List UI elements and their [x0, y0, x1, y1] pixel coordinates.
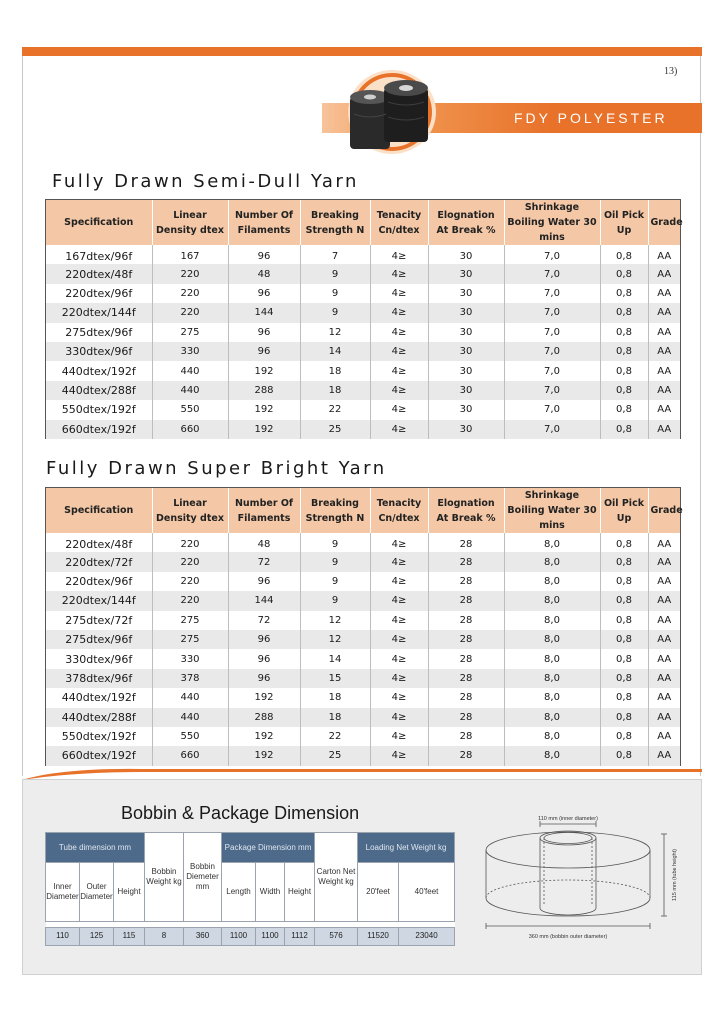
- col-header: Tenacity Cn/dtex: [370, 200, 428, 245]
- value-cell: AA: [648, 552, 680, 571]
- value-cell: 7,0: [504, 420, 600, 439]
- value-cell: 28: [428, 727, 504, 746]
- table-row: [46, 611, 680, 630]
- value-cell: 18: [300, 708, 370, 727]
- table-row: [46, 323, 680, 342]
- spec-cell: 220dtex/48f: [46, 264, 152, 283]
- value-cell: AA: [648, 669, 680, 688]
- value-cell: 9: [300, 552, 370, 571]
- super-bright-title: Fully Drawn Super Bright Yarn: [46, 458, 387, 479]
- value-cell: 288: [228, 381, 300, 400]
- spec-cell: 220dtex/144f: [46, 303, 152, 322]
- spec-cell: 440dtex/288f: [46, 708, 152, 727]
- value-cell: 144: [228, 591, 300, 610]
- value-cell: 0,8: [600, 400, 648, 419]
- value-cell: 30: [428, 400, 504, 419]
- value-cell: 440: [152, 361, 228, 380]
- value-cell: 0,8: [600, 727, 648, 746]
- value-cell: 4≥: [370, 361, 428, 380]
- value-cell: 30: [428, 361, 504, 380]
- value-cell: 192: [228, 420, 300, 439]
- value-cell: AA: [648, 264, 680, 283]
- value-cell: 0,8: [600, 591, 648, 610]
- table-row: [46, 361, 680, 380]
- value-cell: 8,0: [504, 591, 600, 610]
- value-cell: 220: [152, 572, 228, 591]
- value-cell: 4≥: [370, 245, 428, 264]
- col-header: Linear Density dtex: [152, 200, 228, 245]
- value-cell: 192: [228, 727, 300, 746]
- value-cell: 0,8: [600, 284, 648, 303]
- value-cell: 330: [152, 649, 228, 668]
- bobbin-diameter-header: Bobbin Diemeter mm: [184, 833, 222, 922]
- table-row: [46, 284, 680, 303]
- value-cell: 11520: [358, 927, 399, 945]
- table-row: [46, 669, 680, 688]
- table-row: [46, 688, 680, 707]
- value-cell: 9: [300, 591, 370, 610]
- value-cell: 7,0: [504, 284, 600, 303]
- spec-cell: 275dtex/96f: [46, 630, 152, 649]
- col-header: Breaking Strength N: [300, 200, 370, 245]
- value-cell: 115: [114, 927, 145, 945]
- value-cell: AA: [648, 746, 680, 765]
- value-cell: 4≥: [370, 572, 428, 591]
- value-cell: 4≥: [370, 591, 428, 610]
- col-header: Elognation At Break %: [428, 488, 504, 533]
- feet40-header: 40'feet: [399, 863, 455, 922]
- value-cell: AA: [657, 287, 672, 299]
- value-cell: 0,8: [600, 533, 648, 552]
- super-bright-header: [46, 488, 683, 533]
- value-cell: 4≥: [370, 264, 428, 283]
- value-cell: AA: [657, 404, 672, 416]
- value-cell: AA: [648, 342, 680, 361]
- table-row: [46, 746, 680, 765]
- value-cell: 4≥: [370, 552, 428, 571]
- value-cell: 12: [300, 611, 370, 630]
- value-cell: 15: [300, 669, 370, 688]
- value-cell: 8,0: [504, 688, 600, 707]
- value-cell: 18: [300, 381, 370, 400]
- value-cell: 28: [428, 552, 504, 571]
- value-cell: 9: [300, 284, 370, 303]
- value-cell: 1100: [256, 927, 285, 945]
- value-cell: 14: [300, 649, 370, 668]
- value-cell: 288: [228, 708, 300, 727]
- value-cell: 72: [228, 552, 300, 571]
- value-cell: 8,0: [504, 669, 600, 688]
- value-cell: 25: [300, 746, 370, 765]
- spec-cell: 440dtex/192f: [46, 361, 152, 380]
- bobbin-title: Bobbin & Package Dimension: [121, 803, 360, 823]
- spec-cell: 378dtex/96f: [46, 669, 152, 688]
- package-dimension-header: Package Dimension mm: [222, 833, 315, 863]
- value-cell: 30: [428, 264, 504, 283]
- tube-height-label: 115 mm (tube height): [672, 849, 678, 901]
- col-header: Number Of Filaments: [228, 200, 300, 245]
- value-cell: AA: [657, 539, 672, 551]
- value-cell: AA: [657, 614, 672, 626]
- table-row: [46, 708, 680, 727]
- col-header: Grade: [648, 200, 680, 245]
- table-row: [46, 727, 680, 746]
- value-cell: 275: [152, 630, 228, 649]
- bottom-swoosh: [22, 766, 702, 780]
- bobbin-diagram: [478, 812, 690, 948]
- value-cell: 22: [300, 400, 370, 419]
- col-header: Shrinkage Boiling Water 30 mins: [504, 200, 600, 245]
- value-cell: 330: [152, 342, 228, 361]
- value-cell: 18: [300, 361, 370, 380]
- page-frame-right: [700, 56, 701, 776]
- value-cell: AA: [657, 251, 672, 263]
- col-header: Oil Pick Up: [600, 200, 648, 245]
- spec-cell: 440dtex/288f: [46, 381, 152, 400]
- value-cell: 30: [428, 284, 504, 303]
- table-row: [46, 303, 680, 322]
- col-header: Specification: [46, 200, 152, 245]
- value-cell: 110: [46, 927, 80, 945]
- feet20-header: 20'feet: [358, 863, 399, 922]
- spec-cell: 220dtex/96f: [46, 572, 152, 591]
- value-cell: 4≥: [370, 649, 428, 668]
- value-cell: 28: [428, 746, 504, 765]
- table-row: [46, 630, 680, 649]
- value-cell: 12: [300, 323, 370, 342]
- value-cell: AA: [648, 630, 680, 649]
- value-cell: 0,8: [600, 649, 648, 668]
- semi-dull-body: [46, 245, 680, 439]
- value-cell: 30: [428, 303, 504, 322]
- spec-cell: 330dtex/96f: [46, 342, 152, 361]
- value-cell: 0,8: [600, 245, 648, 264]
- value-cell: 96: [228, 284, 300, 303]
- value-cell: 167: [152, 245, 228, 264]
- spec-cell: 220dtex/72f: [46, 552, 152, 571]
- value-cell: 12: [300, 630, 370, 649]
- spec-cell: 275dtex/72f: [46, 611, 152, 630]
- spec-cell: 275dtex/96f: [46, 323, 152, 342]
- value-cell: 660: [152, 420, 228, 439]
- value-cell: 28: [428, 572, 504, 591]
- page-frame-left: [22, 56, 23, 776]
- value-cell: 14: [300, 342, 370, 361]
- table-row: [46, 400, 680, 419]
- value-cell: 8: [145, 927, 184, 945]
- value-cell: 9: [300, 572, 370, 591]
- value-cell: 28: [428, 649, 504, 668]
- spec-cell: 330dtex/96f: [46, 649, 152, 668]
- table-row: [46, 649, 680, 668]
- value-cell: 96: [228, 342, 300, 361]
- spec-cell: 167dtex/96f: [46, 245, 152, 264]
- value-cell: 125: [80, 927, 114, 945]
- value-cell: 4≥: [370, 533, 428, 552]
- value-cell: 7,0: [504, 303, 600, 322]
- value-cell: 96: [228, 669, 300, 688]
- outer-diameter-label: 360 mm (bobbin outer diameter): [528, 934, 608, 940]
- value-cell: 8,0: [504, 630, 600, 649]
- value-cell: 220: [152, 552, 228, 571]
- value-cell: 8,0: [504, 611, 600, 630]
- col-header: Number Of Filaments: [228, 488, 300, 533]
- value-cell: 192: [228, 746, 300, 765]
- value-cell: 4≥: [370, 708, 428, 727]
- spec-cell: 660dtex/192f: [46, 420, 152, 439]
- value-cell: 1100: [222, 927, 256, 945]
- value-cell: 30: [428, 323, 504, 342]
- value-cell: 275: [152, 611, 228, 630]
- value-cell: 220: [152, 284, 228, 303]
- spec-cell: 220dtex/144f: [46, 591, 152, 610]
- value-cell: AA: [657, 326, 672, 338]
- value-cell: 72: [228, 611, 300, 630]
- value-cell: 7: [300, 245, 370, 264]
- value-cell: 0,8: [600, 611, 648, 630]
- value-cell: 0,8: [600, 630, 648, 649]
- col-header: Tenacity Cn/dtex: [370, 488, 428, 533]
- package-height-header: Height: [285, 863, 315, 922]
- length-header: Length: [222, 863, 256, 922]
- inner-diameter-header: Inner Diameter: [46, 863, 80, 922]
- value-cell: AA: [648, 303, 680, 322]
- value-cell: 4≥: [370, 342, 428, 361]
- tube-dimension-header: Tube dimension mm: [46, 833, 145, 863]
- value-cell: AA: [648, 708, 680, 727]
- value-cell: 9: [300, 533, 370, 552]
- value-cell: 4≥: [370, 746, 428, 765]
- super-bright-table: [46, 488, 683, 766]
- value-cell: 660: [152, 746, 228, 765]
- value-cell: 220: [152, 303, 228, 322]
- value-cell: 8,0: [504, 649, 600, 668]
- table-row: [46, 381, 680, 400]
- value-cell: 96: [228, 572, 300, 591]
- value-cell: 576: [315, 927, 358, 945]
- value-cell: AA: [657, 575, 672, 587]
- col-header: Linear Density dtex: [152, 488, 228, 533]
- value-cell: AA: [657, 692, 672, 704]
- value-cell: 0,8: [600, 381, 648, 400]
- value-cell: 550: [152, 400, 228, 419]
- table-row: [46, 342, 680, 361]
- value-cell: 4≥: [370, 381, 428, 400]
- value-cell: 96: [228, 630, 300, 649]
- tube-height-header: Height: [114, 863, 145, 922]
- col-header: Grade: [648, 488, 680, 533]
- value-cell: 7,0: [504, 361, 600, 380]
- bobbin-table: [45, 832, 455, 946]
- banner-title: FDY POLYESTER: [514, 110, 668, 126]
- value-cell: 25: [300, 420, 370, 439]
- value-cell: 28: [428, 708, 504, 727]
- value-cell: 1112: [285, 927, 315, 945]
- bobbin-weight-header: Bobbin Weight kg: [145, 833, 184, 922]
- value-cell: AA: [648, 591, 680, 610]
- loading-weight-header: Loading Net Weight kg: [358, 833, 455, 863]
- value-cell: 30: [428, 342, 504, 361]
- spec-cell: 550dtex/192f: [46, 400, 152, 419]
- value-cell: 28: [428, 688, 504, 707]
- value-cell: 0,8: [600, 688, 648, 707]
- value-cell: 440: [152, 688, 228, 707]
- table-row: [46, 245, 680, 264]
- value-cell: 275: [152, 323, 228, 342]
- value-cell: 7,0: [504, 323, 600, 342]
- spec-cell: 220dtex/48f: [46, 533, 152, 552]
- value-cell: 30: [428, 381, 504, 400]
- value-cell: 0,8: [600, 572, 648, 591]
- value-cell: 22: [300, 727, 370, 746]
- value-cell: 0,8: [600, 708, 648, 727]
- width-header: Width: [256, 863, 285, 922]
- value-cell: 28: [428, 611, 504, 630]
- value-cell: 0,8: [600, 323, 648, 342]
- top-accent-bar: [22, 47, 702, 56]
- spec-cell: 550dtex/192f: [46, 727, 152, 746]
- col-header: Breaking Strength N: [300, 488, 370, 533]
- value-cell: 0,8: [600, 264, 648, 283]
- value-cell: 4≥: [370, 611, 428, 630]
- value-cell: 4≥: [370, 323, 428, 342]
- value-cell: AA: [648, 381, 680, 400]
- table-row: [46, 264, 680, 283]
- value-cell: 4≥: [370, 284, 428, 303]
- value-cell: 192: [228, 361, 300, 380]
- value-cell: 0,8: [600, 552, 648, 571]
- value-cell: 4≥: [370, 727, 428, 746]
- yarn-spools-image: [322, 62, 462, 172]
- value-cell: 0,8: [600, 746, 648, 765]
- value-cell: 30: [428, 420, 504, 439]
- super-bright-body: [46, 533, 680, 766]
- spec-cell: 440dtex/192f: [46, 688, 152, 707]
- value-cell: 30: [428, 245, 504, 264]
- value-cell: 0,8: [600, 669, 648, 688]
- spec-cell: 220dtex/96f: [46, 284, 152, 303]
- value-cell: AA: [657, 653, 672, 665]
- value-cell: 9: [300, 303, 370, 322]
- table-row: [46, 552, 680, 571]
- semi-dull-table: [46, 200, 683, 439]
- value-cell: 7,0: [504, 381, 600, 400]
- col-header: Elognation At Break %: [428, 200, 504, 245]
- page-number: 13): [664, 66, 678, 77]
- spec-cell: 660dtex/192f: [46, 746, 152, 765]
- semi-dull-header: [46, 200, 683, 245]
- value-cell: 23040: [399, 927, 455, 945]
- value-cell: 550: [152, 727, 228, 746]
- value-cell: 8,0: [504, 533, 600, 552]
- value-cell: 8,0: [504, 572, 600, 591]
- value-cell: 360: [184, 927, 222, 945]
- inner-diameter-label: 110 mm (inner diameter): [538, 816, 598, 822]
- table-row: [46, 591, 680, 610]
- value-cell: 8,0: [504, 727, 600, 746]
- col-header: Shrinkage Boiling Water 30 mins: [504, 488, 600, 533]
- value-cell: 4≥: [370, 400, 428, 419]
- table-row: [46, 420, 680, 439]
- carton-weight-header: Carton Net Weight kg: [315, 833, 358, 922]
- value-cell: AA: [657, 731, 672, 743]
- value-cell: 7,0: [504, 342, 600, 361]
- value-cell: 378: [152, 669, 228, 688]
- table-row: [46, 572, 680, 591]
- value-cell: 220: [152, 533, 228, 552]
- table-row: [46, 533, 680, 552]
- value-cell: 0,8: [600, 303, 648, 322]
- value-cell: 4≥: [370, 420, 428, 439]
- value-cell: 96: [228, 245, 300, 264]
- outer-diameter-header: Outer Diameter: [80, 863, 114, 922]
- value-cell: 440: [152, 708, 228, 727]
- value-cell: 48: [228, 264, 300, 283]
- col-header: Specification: [46, 488, 152, 533]
- value-cell: 192: [228, 400, 300, 419]
- value-cell: AA: [657, 365, 672, 377]
- semi-dull-title: Fully Drawn Semi-Dull Yarn: [52, 171, 359, 192]
- value-cell: 7,0: [504, 400, 600, 419]
- value-cell: 0,8: [600, 361, 648, 380]
- col-header: Oil Pick Up: [600, 488, 648, 533]
- value-cell: 4≥: [370, 303, 428, 322]
- value-cell: 96: [228, 323, 300, 342]
- value-cell: 7,0: [504, 245, 600, 264]
- value-cell: 144: [228, 303, 300, 322]
- value-cell: 192: [228, 688, 300, 707]
- value-cell: AA: [648, 420, 680, 439]
- value-cell: 28: [428, 533, 504, 552]
- value-cell: 9: [300, 264, 370, 283]
- value-cell: 0,8: [600, 342, 648, 361]
- value-cell: 4≥: [370, 688, 428, 707]
- value-cell: 4≥: [370, 630, 428, 649]
- value-cell: 8,0: [504, 552, 600, 571]
- value-cell: 96: [228, 649, 300, 668]
- value-cell: 7,0: [504, 264, 600, 283]
- value-cell: 220: [152, 264, 228, 283]
- value-cell: 28: [428, 591, 504, 610]
- value-cell: 28: [428, 669, 504, 688]
- value-cell: 0,8: [600, 420, 648, 439]
- value-cell: 48: [228, 533, 300, 552]
- value-cell: 4≥: [370, 669, 428, 688]
- value-cell: 8,0: [504, 708, 600, 727]
- value-cell: 220: [152, 591, 228, 610]
- value-cell: 28: [428, 630, 504, 649]
- value-cell: 440: [152, 381, 228, 400]
- value-cell: 18: [300, 688, 370, 707]
- value-cell: 8,0: [504, 746, 600, 765]
